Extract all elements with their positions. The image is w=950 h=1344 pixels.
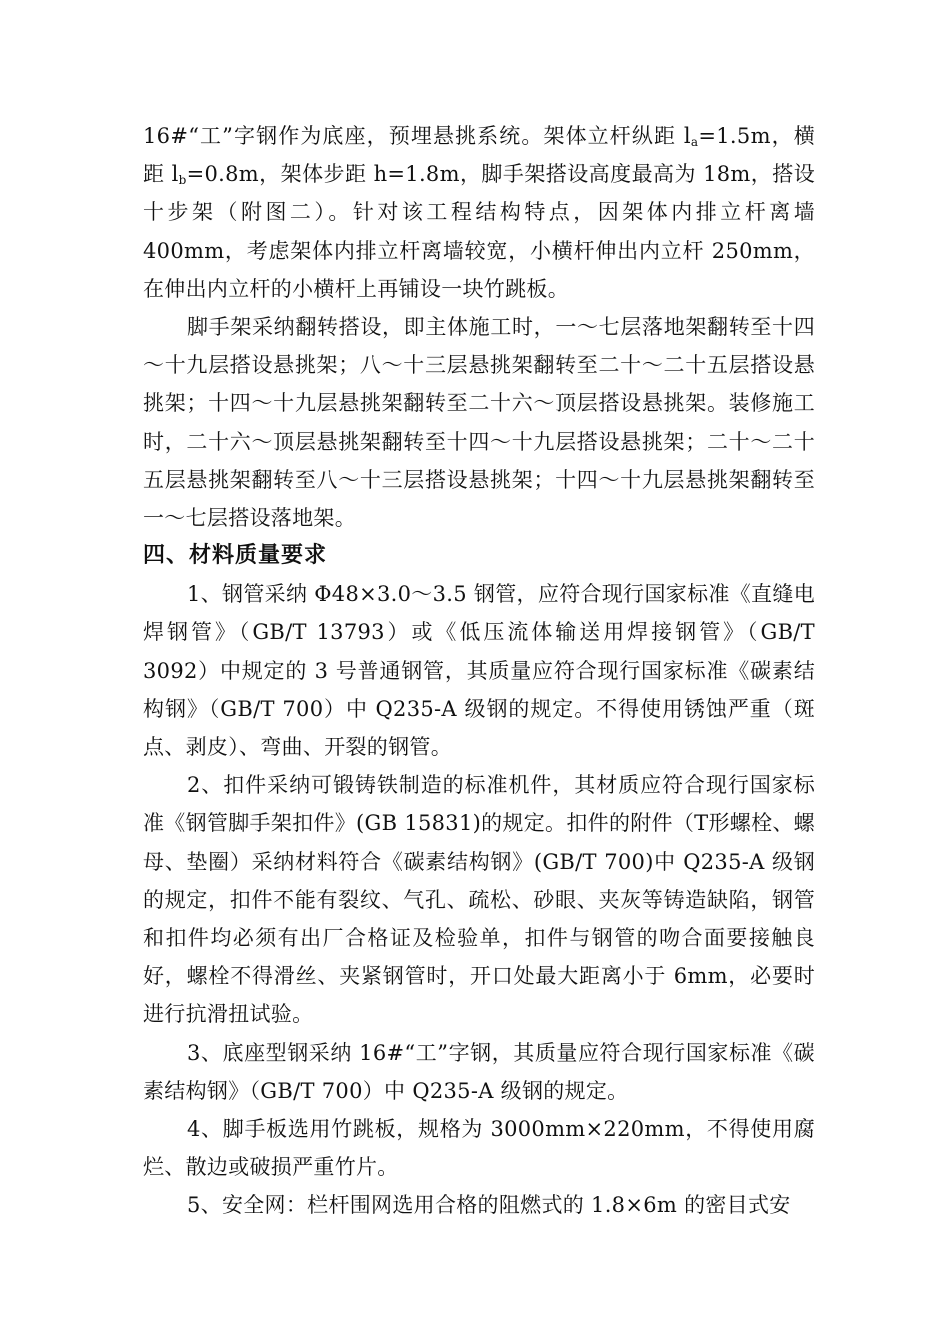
section-heading-material-quality: 四、材料质量要求 bbox=[143, 543, 328, 569]
list-item-scaffold-board: 4、脚手板选用竹跳板，规格为 3000mm×220mm，不得使用腐烂、散边或破损严重竹片。 bbox=[143, 1117, 815, 1180]
list-item-safety-net: 5、安全网：栏杆围网选用合格的阻燃式的 1.8×6m 的密目式安 bbox=[187, 1193, 791, 1218]
list-item-steel-pipe: 1、钢管采纳 Φ48×3.0～3.5 钢管，应符合现行国家标准《直缝电焊钢管》（GB/T 13793）或《低压流体输送用焊接钢管》（GB/T 3092）中规定的 3 号普通钢管，其质量应符合现行国家标准《碳素结构钢》（GB/T 700）中 Q235-A 级钢的规定。不得使用锈蚀严重（斑点、剥皮）、弯曲、开裂的钢管。 bbox=[143, 582, 815, 760]
list-item-base-steel: 3、底座型钢采纳 16#“工”字钢，其质量应符合现行国家标准《碳素结构钢》（GB/T 700）中 Q235-A 级钢的规定。 bbox=[143, 1040, 815, 1103]
paragraph-text-part3: =0.8m，架体步距 h=1.8m，脚手架搭设高度最高为 18m，搭设十步架（附图二）。针对该工程结构特点，因架体内排立杆离墙 400mm，考虑架体内排立杆离墙较宽，小横杆伸出内立杆 250mm，在伸出内立杆的小横杆上再铺设一块竹跳板。 bbox=[143, 162, 815, 301]
paragraph-flip-erection: 脚手架采纳翻转搭设，即主体施工时，一～七层落地架翻转至十四～十九层搭设悬挑架；八～十三层悬挑架翻转至二十～二十五层搭设悬挑架；十四～十九层悬挑架翻转至二十六～顶层搭设悬挑架。装修施工时，二十六～顶层悬挑架翻转至十四～十九层搭设悬挑架；二十～二十五层悬挑架翻转至八～十三层搭设悬挑架；十四～十九层悬挑架翻转至一～七层搭设落地架。 bbox=[143, 315, 815, 531]
list-item-fasteners: 2、扣件采纳可锻铸铁制造的标准机件，其材质应符合现行国家标准《钢管脚手架扣件》(GB 15831)的规定。扣件的附件（T形螺栓、螺母、垫圈）采纳材料符合《碳素结构钢》(GB/T 700)中 Q235-A 级钢的规定，扣件不能有裂纹、气孔、疏松、砂眼、夹灰等铸造缺陷，钢管和扣件均必须有出厂合格证及检验单，扣件与钢管的吻合面要接触良好，螺栓不得滑丝、夹紧钢管时，开口处最大距离小于 6mm，必要时进行抗滑扭试验。 bbox=[143, 773, 815, 1027]
subscript-b: b bbox=[178, 173, 187, 188]
paragraph-text-part2: =1.5m，横距 l bbox=[143, 124, 815, 187]
paragraph-text-part1: 16#“工”字钢作为底座，预埋悬挑系统。架体立杆纵距 l bbox=[143, 124, 691, 148]
paragraph-scaffold-layout bbox=[143, 117, 815, 308]
subscript-a: a bbox=[690, 135, 699, 149]
document-body bbox=[143, 117, 815, 1225]
